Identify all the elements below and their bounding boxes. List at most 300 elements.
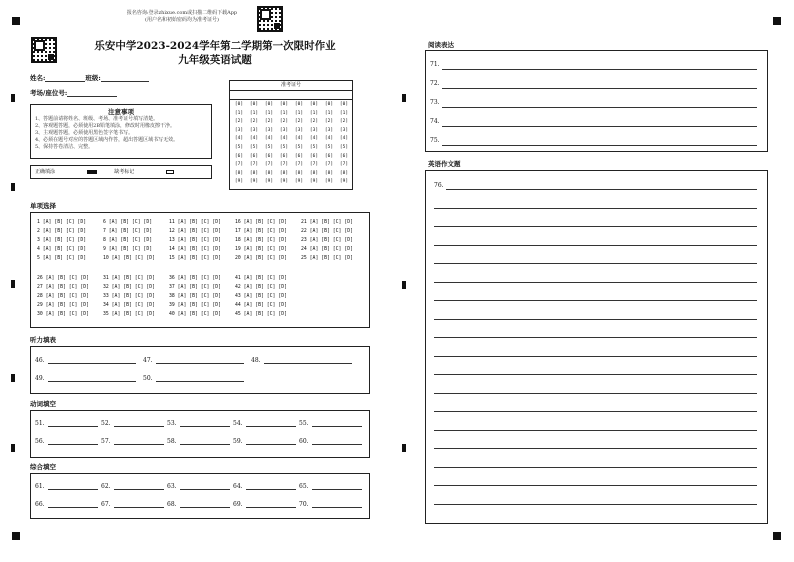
answer-number: 54.: [233, 420, 243, 427]
mc-question-row[interactable]: 40 [A] [B] [C] [D]: [169, 312, 221, 317]
digit-bubble[interactable]: [7]: [309, 162, 319, 168]
digit-bubble[interactable]: [3]: [279, 127, 289, 133]
digit-bubble[interactable]: [2]: [249, 119, 259, 125]
answer-number: 52.: [101, 420, 111, 427]
answer-item: [251, 357, 352, 364]
name-field[interactable]: [45, 75, 85, 82]
digit-bubble[interactable]: [9]: [294, 179, 304, 185]
writing-line[interactable]: [434, 485, 757, 486]
digit-bubble[interactable]: [7]: [234, 162, 244, 168]
digit-bubble[interactable]: [5]: [234, 144, 244, 150]
digit-bubble[interactable]: [0]: [324, 102, 334, 107]
answer-line[interactable]: [246, 438, 296, 445]
qr-code-icon: [257, 6, 283, 32]
reading-number: 73.: [430, 99, 440, 106]
mc-block: [169, 218, 221, 263]
writing-line[interactable]: [434, 356, 757, 357]
reading-answer-line[interactable]: [442, 88, 757, 89]
answer-item: [101, 501, 164, 508]
mc-question-row[interactable]: 17 [A] [B] [C] [D]: [235, 229, 287, 234]
mc-question-row[interactable]: 12 [A] [B] [C] [D]: [169, 229, 221, 234]
digit-bubble[interactable]: [5]: [309, 144, 319, 150]
answer-item: [233, 501, 296, 508]
reading-box: [425, 50, 768, 152]
digit-bubble[interactable]: [5]: [294, 144, 304, 150]
answer-item: [35, 501, 98, 508]
answer-item: [233, 483, 296, 490]
answer-line[interactable]: [114, 420, 164, 427]
writing-line[interactable]: [434, 374, 757, 375]
answer-number: 63.: [167, 483, 177, 490]
digit-bubble[interactable]: [3]: [294, 127, 304, 133]
answer-number: 60.: [299, 438, 309, 445]
mc-question-row[interactable]: 36 [A] [B] [C] [D]: [169, 276, 221, 281]
answer-line[interactable]: [180, 483, 230, 490]
notice-item: 5、保持答卷清洁、完整。: [35, 144, 94, 150]
answer-line[interactable]: [246, 483, 296, 490]
digit-bubble[interactable]: [2]: [324, 119, 334, 125]
header-note: [112, 10, 252, 24]
mc-question-row[interactable]: 39 [A] [B] [C] [D]: [169, 303, 221, 308]
mc-question-row[interactable]: 32 [A] [B] [C] [D]: [103, 285, 155, 290]
digit-bubble[interactable]: [8]: [264, 170, 274, 176]
mc-box: [30, 212, 370, 328]
mc-question-row[interactable]: 23 [A] [B] [C] [D]: [301, 238, 353, 243]
answer-number: 69.: [233, 501, 243, 508]
answer-item: [233, 438, 296, 445]
digit-bubble[interactable]: [0]: [249, 102, 259, 107]
timing-mark: [11, 374, 15, 382]
section-title-mc: 单项选择: [30, 202, 56, 210]
mc-question-row[interactable]: 20 [A] [B] [C] [D]: [235, 256, 287, 261]
mc-question-row[interactable]: 11 [A] [B] [C] [D]: [169, 220, 221, 225]
answer-number: 61.: [35, 483, 45, 490]
reading-answer-line[interactable]: [442, 126, 757, 127]
reading-number: 71.: [430, 61, 440, 68]
digit-bubble[interactable]: [6]: [264, 153, 274, 159]
mc-question-row[interactable]: 37 [A] [B] [C] [D]: [169, 285, 221, 290]
digit-bubble[interactable]: [8]: [339, 170, 349, 176]
digit-bubble[interactable]: [2]: [339, 119, 349, 125]
name-label: 姓名:: [30, 74, 46, 82]
timing-mark: [11, 183, 15, 191]
writing-line[interactable]: [434, 319, 757, 320]
digit-bubble[interactable]: [8]: [279, 170, 289, 176]
answer-line[interactable]: [156, 357, 244, 364]
mc-block: [235, 274, 287, 319]
reading-number: 72.: [430, 80, 440, 87]
mc-question-row[interactable]: 31 [A] [B] [C] [D]: [103, 276, 155, 281]
missing-mark-label: 缺考标记: [114, 169, 135, 175]
answer-item: [299, 501, 362, 508]
mc-question-row[interactable]: 18 [A] [B] [C] [D]: [235, 238, 287, 243]
digit-bubble[interactable]: [0]: [234, 102, 244, 107]
answer-number: 57.: [101, 438, 111, 445]
digit-bubble[interactable]: [0]: [294, 102, 304, 107]
answer-item: [299, 420, 362, 427]
writing-number: 76.: [434, 182, 444, 189]
digit-bubble[interactable]: [1]: [249, 110, 259, 116]
answer-number: 64.: [233, 483, 243, 490]
digit-bubble[interactable]: [1]: [264, 110, 274, 116]
digit-bubble[interactable]: [2]: [309, 119, 319, 125]
digit-bubble[interactable]: [6]: [234, 153, 244, 159]
mc-question-row[interactable]: 29 [A] [B] [C] [D]: [37, 303, 89, 308]
digit-bubble[interactable]: [6]: [249, 153, 259, 159]
answer-number: 68.: [167, 501, 177, 508]
digit-bubble[interactable]: [0]: [264, 102, 274, 107]
answer-item: [143, 357, 244, 364]
mc-question-row[interactable]: 30 [A] [B] [C] [D]: [37, 312, 89, 317]
mc-question-row[interactable]: 42 [A] [B] [C] [D]: [235, 285, 287, 290]
mc-question-row[interactable]: 38 [A] [B] [C] [D]: [169, 294, 221, 299]
writing-line[interactable]: [434, 393, 757, 394]
digit-bubble[interactable]: [4]: [234, 136, 244, 142]
answer-line[interactable]: [264, 357, 352, 364]
section-title-cloze: 综合填空: [30, 463, 56, 471]
digit-bubble[interactable]: [4]: [309, 136, 319, 142]
mc-question-row[interactable]: 1 [A] [B] [C] [D]: [37, 220, 87, 225]
mc-question-row[interactable]: 5 [A] [B] [C] [D]: [37, 256, 87, 261]
writing-line[interactable]: [434, 226, 757, 227]
mc-question-row[interactable]: 8 [A] [B] [C] [D]: [103, 238, 153, 243]
digit-bubble[interactable]: [2]: [264, 119, 274, 125]
mc-question-row[interactable]: 16 [A] [B] [C] [D]: [235, 220, 287, 225]
mc-question-row[interactable]: 15 [A] [B] [C] [D]: [169, 256, 221, 261]
notice-title: 注意事项: [108, 108, 134, 116]
answer-number: 67.: [101, 501, 111, 508]
timing-mark: [402, 94, 406, 102]
digit-bubble[interactable]: [3]: [309, 127, 319, 133]
mc-question-row[interactable]: 9 [A] [B] [C] [D]: [103, 247, 153, 252]
answer-number: 47.: [143, 357, 153, 364]
mc-question-row[interactable]: 4 [A] [B] [C] [D]: [37, 247, 87, 252]
answer-line[interactable]: [312, 438, 362, 445]
answer-item: [167, 420, 230, 427]
writing-line[interactable]: [434, 467, 757, 468]
answer-number: 58.: [167, 438, 177, 445]
answer-item: [35, 420, 98, 427]
answer-number: 48.: [251, 357, 261, 364]
answer-item: [101, 438, 164, 445]
alignment-mark: [773, 17, 781, 25]
writing-line[interactable]: [434, 430, 757, 431]
writing-line[interactable]: [434, 300, 757, 301]
digit-bubble[interactable]: [7]: [324, 162, 334, 168]
digit-bubble[interactable]: [2]: [279, 119, 289, 125]
digit-bubble[interactable]: [8]: [234, 170, 244, 176]
alignment-mark: [12, 532, 20, 540]
student-info-row: [30, 73, 149, 82]
digit-bubble[interactable]: [1]: [294, 110, 304, 116]
timing-mark: [11, 94, 15, 102]
mc-question-row[interactable]: 28 [A] [B] [C] [D]: [37, 294, 89, 299]
mc-question-row[interactable]: 7 [A] [B] [C] [D]: [103, 229, 153, 234]
mc-question-row[interactable]: 13 [A] [B] [C] [D]: [169, 238, 221, 243]
digit-bubble[interactable]: [7]: [294, 162, 304, 168]
digit-bubble[interactable]: [7]: [279, 162, 289, 168]
digit-bubble[interactable]: [1]: [324, 110, 334, 116]
answer-line[interactable]: [48, 357, 136, 364]
exam-id-column[interactable]: [339, 101, 349, 187]
answer-line[interactable]: [246, 501, 296, 508]
answer-number: 66.: [35, 501, 45, 508]
digit-bubble[interactable]: [6]: [324, 153, 334, 159]
writing-line[interactable]: [434, 263, 757, 264]
page-title: 乐安中学2023-2024学年第二学期第一次限时作业: [94, 40, 336, 52]
filled-bubble-icon: [87, 170, 97, 174]
digit-bubble[interactable]: [3]: [234, 127, 244, 133]
answer-item: [233, 420, 296, 427]
timing-mark: [11, 280, 15, 288]
answer-line[interactable]: [312, 420, 362, 427]
digit-bubble[interactable]: [4]: [339, 136, 349, 142]
digit-bubble[interactable]: [7]: [264, 162, 274, 168]
writing-line[interactable]: [434, 448, 757, 449]
reading-number: 74.: [430, 118, 440, 125]
answer-item: [143, 375, 244, 382]
mc-question-row[interactable]: 34 [A] [B] [C] [D]: [103, 303, 155, 308]
answer-line[interactable]: [180, 501, 230, 508]
answer-number: 62.: [101, 483, 111, 490]
seat-label: 考场/座位号:: [30, 89, 68, 97]
mc-question-row[interactable]: 41 [A] [B] [C] [D]: [235, 276, 287, 281]
answer-item: [35, 483, 98, 490]
digit-bubble[interactable]: [9]: [264, 179, 274, 185]
answer-number: 53.: [167, 420, 177, 427]
digit-bubble[interactable]: [4]: [324, 136, 334, 142]
answer-item: [167, 438, 230, 445]
answer-line[interactable]: [180, 420, 230, 427]
digit-bubble[interactable]: [8]: [249, 170, 259, 176]
reading-answer-line[interactable]: [442, 69, 757, 70]
answer-number: 46.: [35, 357, 45, 364]
mc-question-row[interactable]: 22 [A] [B] [C] [D]: [301, 229, 353, 234]
writing-line[interactable]: [434, 337, 757, 338]
digit-bubble[interactable]: [8]: [294, 170, 304, 176]
answer-line[interactable]: [48, 438, 98, 445]
answer-line[interactable]: [156, 375, 244, 382]
mc-question-row[interactable]: 35 [A] [B] [C] [D]: [103, 312, 155, 317]
mc-question-row[interactable]: 44 [A] [B] [C] [D]: [235, 303, 287, 308]
answer-line[interactable]: [48, 501, 98, 508]
empty-bubble-icon[interactable]: [166, 170, 174, 174]
exam-id-box: [229, 80, 353, 190]
section-title-verb: 动词填空: [30, 400, 56, 408]
writing-line[interactable]: [446, 189, 757, 190]
writing-line[interactable]: [434, 411, 757, 412]
listen-box: [30, 346, 370, 394]
exam-id-column[interactable]: [309, 101, 319, 187]
exam-id-column[interactable]: [279, 101, 289, 187]
notice-item: 4、必须在题号对应的答题区域内作答，超出答题区域书写无效。: [35, 137, 179, 143]
digit-bubble[interactable]: [4]: [249, 136, 259, 142]
digit-bubble[interactable]: [3]: [339, 127, 349, 133]
section-title-writing: 英语作文题: [428, 160, 461, 168]
mc-question-row[interactable]: 10 [A] [B] [C] [D]: [103, 256, 155, 261]
notice-item: 1、答题前请将姓名、班级、考场、准考证号填写清楚。: [35, 116, 159, 122]
digit-bubble[interactable]: [1]: [234, 110, 244, 116]
digit-bubble[interactable]: [0]: [339, 102, 349, 107]
answer-item: [299, 438, 362, 445]
digit-bubble[interactable]: [7]: [339, 162, 349, 168]
digit-bubble[interactable]: [8]: [324, 170, 334, 176]
digit-bubble[interactable]: [3]: [324, 127, 334, 133]
digit-bubble[interactable]: [9]: [279, 179, 289, 185]
answer-line[interactable]: [48, 420, 98, 427]
answer-item: [299, 483, 362, 490]
answer-line[interactable]: [48, 483, 98, 490]
exam-id-column[interactable]: [294, 101, 304, 187]
reading-number: 75.: [430, 137, 440, 144]
reading-answer-line[interactable]: [442, 107, 757, 108]
class-label: 班级:: [85, 74, 101, 82]
digit-bubble[interactable]: [3]: [264, 127, 274, 133]
digit-bubble[interactable]: [6]: [279, 153, 289, 159]
answer-line[interactable]: [246, 420, 296, 427]
mc-question-row[interactable]: 14 [A] [B] [C] [D]: [169, 247, 221, 252]
digit-bubble[interactable]: [6]: [339, 153, 349, 159]
digit-bubble[interactable]: [9]: [249, 179, 259, 185]
digit-bubble[interactable]: [6]: [309, 153, 319, 159]
header-note-line: (用户名和初始密码均为准考证号): [145, 17, 219, 23]
mc-question-row[interactable]: 45 [A] [B] [C] [D]: [235, 312, 287, 317]
writing-line[interactable]: [434, 504, 757, 505]
mc-block: [169, 274, 221, 319]
mc-question-row[interactable]: 21 [A] [B] [C] [D]: [301, 220, 353, 225]
digit-bubble[interactable]: [5]: [324, 144, 334, 150]
correct-fill-label: 正确填涂: [35, 169, 56, 175]
digit-bubble[interactable]: [1]: [339, 110, 349, 116]
mc-block: [37, 274, 89, 319]
header-note-line: 报名咨询:登录zhixue.com或扫描二维码下载App: [126, 10, 238, 16]
digit-bubble[interactable]: [5]: [279, 144, 289, 150]
answer-number: 55.: [299, 420, 309, 427]
answer-item: [167, 483, 230, 490]
seat-field[interactable]: [67, 90, 117, 97]
mc-question-row[interactable]: 2 [A] [B] [C] [D]: [37, 229, 87, 234]
writing-line[interactable]: [434, 245, 757, 246]
digit-bubble[interactable]: [0]: [279, 102, 289, 107]
mc-question-row[interactable]: 33 [A] [B] [C] [D]: [103, 294, 155, 299]
class-field[interactable]: [101, 75, 149, 82]
digit-bubble[interactable]: [8]: [309, 170, 319, 176]
mc-question-row[interactable]: 25 [A] [B] [C] [D]: [301, 256, 353, 261]
mc-block: [235, 218, 287, 263]
answer-item: [35, 357, 136, 364]
answer-number: 56.: [35, 438, 45, 445]
mc-question-row[interactable]: 3 [A] [B] [C] [D]: [37, 238, 87, 243]
answer-number: 70.: [299, 501, 309, 508]
exam-id-column[interactable]: [234, 101, 244, 187]
mc-question-row[interactable]: 43 [A] [B] [C] [D]: [235, 294, 287, 299]
answer-item: [167, 501, 230, 508]
cloze-box: [30, 473, 370, 519]
digit-bubble[interactable]: [4]: [279, 136, 289, 142]
mc-question-row[interactable]: 27 [A] [B] [C] [D]: [37, 285, 89, 290]
qr-code-icon: [31, 37, 57, 63]
digit-bubble[interactable]: [9]: [324, 179, 334, 185]
answer-line[interactable]: [312, 483, 362, 490]
writing-box: [425, 170, 768, 524]
answer-line[interactable]: [114, 438, 164, 445]
mc-block: [103, 274, 155, 319]
alignment-mark: [773, 532, 781, 540]
reading-answer-line[interactable]: [442, 145, 757, 146]
digit-bubble[interactable]: [9]: [339, 179, 349, 185]
answer-line[interactable]: [114, 501, 164, 508]
exam-id-write-row[interactable]: [230, 91, 352, 100]
seat-info-row: [30, 88, 117, 97]
answer-line[interactable]: [312, 501, 362, 508]
timing-mark: [402, 281, 406, 289]
digit-bubble[interactable]: [3]: [249, 127, 259, 133]
exam-id-column[interactable]: [324, 101, 334, 187]
digit-bubble[interactable]: [9]: [309, 179, 319, 185]
section-title-listen: 听力填表: [30, 336, 56, 344]
answer-number: 59.: [233, 438, 243, 445]
answer-number: 50.: [143, 375, 153, 382]
answer-number: 49.: [35, 375, 45, 382]
exam-id-column[interactable]: [249, 101, 259, 187]
timing-mark: [11, 444, 15, 452]
answer-line[interactable]: [180, 438, 230, 445]
digit-bubble[interactable]: [1]: [279, 110, 289, 116]
answer-line[interactable]: [114, 483, 164, 490]
writing-line[interactable]: [434, 282, 757, 283]
answer-line[interactable]: [48, 375, 136, 382]
digit-bubble[interactable]: [5]: [339, 144, 349, 150]
mc-question-row[interactable]: 19 [A] [B] [C] [D]: [235, 247, 287, 252]
answer-item: [35, 375, 136, 382]
answer-item: [35, 438, 98, 445]
digit-bubble[interactable]: [4]: [294, 136, 304, 142]
fill-example-box: [30, 165, 212, 179]
timing-mark: [402, 444, 406, 452]
page-subtitle: 九年级英语试题: [178, 54, 252, 66]
mc-block: [103, 218, 155, 263]
verb-box: [30, 410, 370, 458]
mc-block: [301, 218, 353, 263]
exam-id-column[interactable]: [264, 101, 274, 187]
mc-block: [37, 218, 86, 263]
digit-bubble[interactable]: [7]: [249, 162, 259, 168]
section-title-reading: 阅读表达: [428, 41, 454, 49]
digit-bubble[interactable]: [2]: [294, 119, 304, 125]
digit-bubble[interactable]: [6]: [294, 153, 304, 159]
answer-number: 51.: [35, 420, 45, 427]
digit-bubble[interactable]: [4]: [264, 136, 274, 142]
mc-question-row[interactable]: 24 [A] [B] [C] [D]: [301, 247, 353, 252]
answer-item: [101, 420, 164, 427]
digit-bubble[interactable]: [1]: [309, 110, 319, 116]
digit-bubble[interactable]: [0]: [309, 102, 319, 107]
answer-item: [101, 483, 164, 490]
answer-number: 65.: [299, 483, 309, 490]
writing-line[interactable]: [434, 208, 757, 209]
digit-bubble[interactable]: [5]: [264, 144, 274, 150]
exam-id-title: 准考证号: [230, 81, 352, 91]
digit-bubble[interactable]: [9]: [234, 179, 244, 185]
mc-question-row[interactable]: 26 [A] [B] [C] [D]: [37, 276, 89, 281]
notice-box: [30, 104, 212, 159]
digit-bubble[interactable]: [5]: [249, 144, 259, 150]
notice-item: 3、主观题答题，必须使用黑色签字笔书写。: [35, 130, 134, 136]
digit-bubble[interactable]: [2]: [234, 119, 244, 125]
notice-item: 2、客观题答题，必须使用2B铅笔填涂，修改时用橡皮擦干净。: [35, 123, 176, 129]
alignment-mark: [12, 17, 20, 25]
mc-question-row[interactable]: 6 [A] [B] [C] [D]: [103, 220, 153, 225]
